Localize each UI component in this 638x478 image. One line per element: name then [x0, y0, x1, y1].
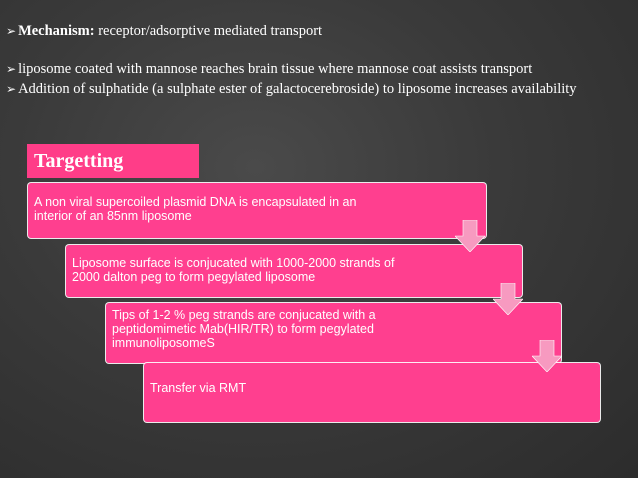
- process-step-1: [28, 183, 486, 238]
- step-2-text: Liposome surface is conjucated with 1000-2000 strands of 2000 dalton peg to form pegylated liposome: [72, 256, 395, 284]
- arrow-bullet-icon: ➢: [6, 24, 17, 38]
- section-title-box: [27, 144, 199, 178]
- step-4-text: Transfer via RMT: [150, 381, 247, 395]
- bullet-mannose: [6, 60, 634, 78]
- arrow-bullet-icon: ➢: [6, 62, 17, 76]
- down-arrow-icon: [455, 220, 485, 252]
- mannose-text: liposome coated with mannose reaches brain tissue where mannose coat assists transport: [18, 61, 533, 77]
- mechanism-text: receptor/adsorptive mediated transport: [94, 23, 323, 39]
- down-arrow-icon: [493, 283, 523, 315]
- down-arrow-icon: [532, 340, 562, 372]
- mechanism-label: Mechanism:: [18, 23, 95, 39]
- step-3-text: Tips of 1-2 % peg strands are conjucated with a peptidomimetic Mab(HIR/TR) to form pegylated immunoliposomeS: [112, 308, 376, 350]
- step-1-text: A non viral supercoiled plasmid DNA is encapsulated in an interior of an 85nm liposome: [34, 195, 357, 223]
- bullet-mechanism: [6, 22, 322, 40]
- sulphatide-text: Addition of sulphatide (a sulphate ester of galactocerebroside) to liposome increases availability: [18, 81, 577, 97]
- section-title: Targetting: [34, 150, 124, 172]
- bullet-sulphatide: [6, 80, 606, 98]
- arrow-bullet-icon: ➢: [6, 82, 17, 96]
- process-step-2: [66, 245, 522, 297]
